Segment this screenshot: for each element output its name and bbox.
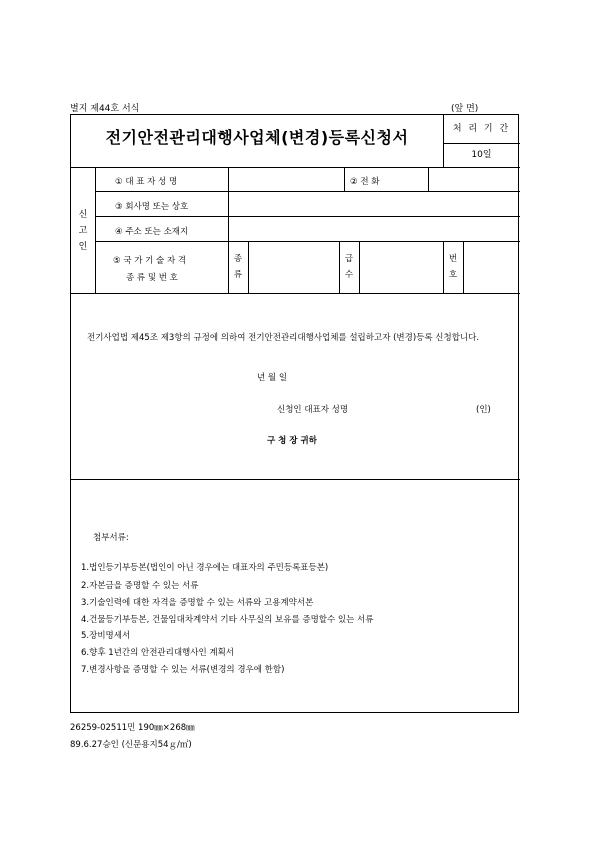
qualification-label-2: 종 류 및 번 호 [126,273,178,283]
processing-period-value: 10일 [471,150,492,160]
divider [95,216,520,217]
divider [95,167,96,294]
address-label: ④ 주소 또는 소재지 [115,227,189,237]
number-label: 번 호 [448,254,458,280]
attachments-heading: 첨부서류: [93,533,129,543]
application-form [70,114,519,713]
attachment-item: 2.자본금을 증명할 수 있는 서류 [81,581,199,591]
phone-label: ② 전 화 [350,177,380,187]
divider [359,241,360,293]
signer-label: 신청인 대표자 성명 [277,405,349,415]
divider [463,241,464,293]
divider [228,167,229,242]
attachment-item: 5.장비명세서 [81,631,131,641]
rep-name-label: ① 대 표 자 성 명 [115,177,178,187]
attachment-item: 3.기술인력에 대한 자격을 증명할 수 있는 서류와 고용계약서본 [81,598,314,608]
divider [71,167,520,168]
divider [71,479,520,480]
footer-approval: 89.6.27승인 (신문용지54ｇ/㎡) [70,740,192,750]
processing-period-label: 처 리 기 간 [452,124,511,134]
attachment-item: 1.법인등기부등본(법인이 아닌 경우에는 대표자의 주민등록표등본) [81,563,329,573]
attachment-item: 4.건물등기부등본, 건물임대차계약서 기타 사무실의 보유를 증명할수 있는 서류 [81,615,374,625]
seal-mark: (인) [476,405,491,415]
divider [95,241,520,242]
application-statement: 전기사업법 제45조 제3항의 규정에 의하여 전기안전관리대행사업체를 설립하고자 (변경)등록 신청합니다. [87,333,480,343]
kind-label: 종 류 [233,254,243,280]
attachment-item: 7.변경사항을 증명할 수 있는 서류(변경의 경우에 한함) [81,665,285,675]
divider [71,293,520,294]
grade-label: 급 수 [344,254,354,280]
date-line: 년 월 일 [257,373,288,383]
divider [248,241,249,293]
form-number: 별지 제44호 서식 [70,104,140,114]
applicant-label: 신 고 인 [78,210,88,252]
recipient: 구 청 장 귀하 [267,436,317,446]
divider [95,191,520,192]
footer-spec: 26259-02511민 190㎜×268㎜ [70,723,195,733]
divider [428,167,429,191]
form-title: 전기안전관리대행사업체(변경)등록신청서 [105,128,409,147]
page-side-label: (앞 면) [451,104,479,114]
qualification-label: ⑤ 국 가 기 술 자 격 [113,256,187,266]
company-label: ③ 회사명 또는 상호 [115,202,189,212]
divider [344,167,345,191]
attachment-item: 6.향후 1년간의 안전관리대행사인 계획서 [81,648,235,658]
